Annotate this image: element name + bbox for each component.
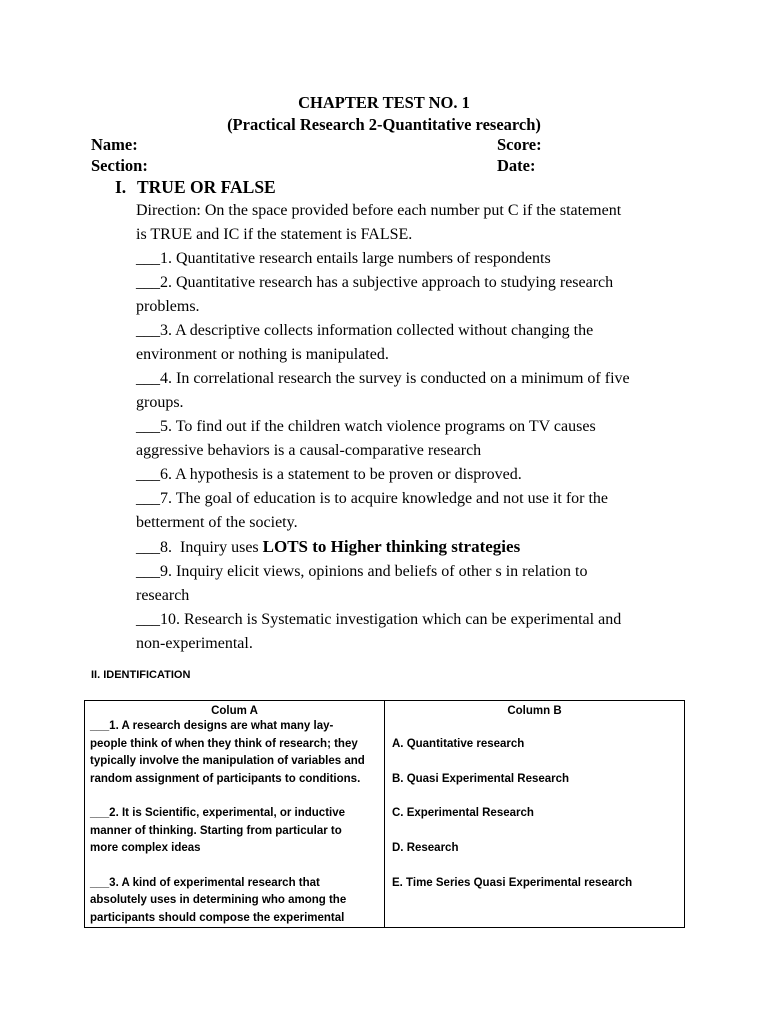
part2-heading: II. IDENTIFICATION: [91, 669, 191, 681]
col-a-item-3: [85, 875, 384, 928]
col-a-line: more complex ideas: [90, 842, 201, 854]
tf-item-2: [136, 271, 696, 319]
column-b: [385, 701, 684, 927]
tf-item-line: ___1. Quantitative research entails large numbers of respondents: [136, 250, 551, 267]
col-a-line: ___1. A research designs are what many lay-: [90, 720, 334, 732]
tf-item-line: ___10. Research is Systematic investigation which can be experimental and: [136, 611, 622, 628]
part1-heading: [115, 177, 276, 198]
col-a-line: people think of when they think of research; they: [90, 737, 358, 750]
col-a-line: ___2. It is Scientific, experimental, or inductive: [90, 807, 346, 819]
tf-item-line: environment or nothing is manipulated.: [136, 346, 389, 363]
tf-item-line: ___5. To find out if the children watch violence programs on TV causes: [136, 418, 596, 435]
column-b-header: Column B: [507, 705, 562, 717]
name-label: Name:: [91, 135, 138, 154]
true-false-section: [136, 199, 696, 656]
col-a-line: absolutely uses in determining who among the: [90, 894, 347, 906]
tf-item-line: [136, 535, 696, 560]
tf-item-line: ___3. A descriptive collects information collected without changing the: [136, 322, 594, 339]
tf-item-7: [136, 487, 696, 535]
part1-title: TRUE OR FALSE: [137, 177, 276, 197]
direction-line: Direction: On the space provided before each number put C if the statement: [136, 202, 622, 219]
column-a: [85, 701, 385, 927]
tf-item-line: problems.: [136, 298, 200, 315]
direction-line: is TRUE and IC if the statement is FALSE.: [136, 226, 413, 243]
score-label: Score:: [497, 135, 542, 154]
tf-item-line: non-experimental.: [136, 635, 253, 652]
tf-item-5: [136, 415, 696, 463]
tf-item-8-prefix: ___8. Inquiry uses: [136, 539, 263, 556]
tf-item-6: [136, 463, 696, 487]
tf-item-line: ___9. Inquiry elicit views, opinions and beliefs of other s in relation to: [136, 563, 588, 580]
col-b-option-e: E. Time Series Quasi Experimental research: [392, 877, 633, 889]
col-a-item-2: [85, 805, 384, 858]
tf-item-8-bold: LOTS to Higher thinking strategies: [262, 537, 521, 556]
tf-item-8: [136, 535, 696, 560]
tf-item-line: aggressive behaviors is a causal-comparative research: [136, 442, 482, 459]
tf-item-10: [136, 608, 696, 656]
tf-item-line: ___2. Quantitative research has a subjective approach to studying research: [136, 274, 614, 291]
matching-table: [84, 700, 685, 928]
part1-number: I.: [115, 177, 127, 197]
date-label: Date:: [497, 156, 536, 175]
column-a-header: Colum A: [211, 705, 258, 717]
col-a-line: participants should compose the experimental: [90, 911, 345, 924]
col-a-line: ___3. A kind of experimental research that: [90, 876, 320, 889]
col-a-line: random assignment of participants to conditions.: [90, 772, 361, 785]
tf-item-line: ___6. A hypothesis is a statement to be proven or disproved.: [136, 466, 522, 483]
tf-item-line: groups.: [136, 394, 184, 411]
col-b-option-c: C. Experimental Research: [392, 807, 534, 819]
tf-item-line: ___7. The goal of education is to acquire knowledge and not use it for the: [136, 490, 609, 507]
tf-item-line: ___4. In correlational research the survey is conducted on a minimum of five: [136, 370, 630, 387]
tf-item-9: [136, 560, 696, 608]
tf-item-3: [136, 319, 696, 367]
col-b-option-d: D. Research: [392, 842, 459, 854]
col-b-option-b: B. Quasi Experimental Research: [392, 773, 570, 785]
col-a-item-1: [85, 718, 384, 788]
tf-item-line: betterment of the society.: [136, 514, 298, 531]
section-label: Section:: [91, 156, 148, 175]
tf-item-4: [136, 367, 696, 415]
col-b-option-a: A. Quantitative research: [392, 738, 525, 750]
test-title: CHAPTER TEST NO. 1: [298, 93, 470, 112]
tf-item-line: research: [136, 587, 190, 604]
tf-item-1: [136, 247, 696, 271]
col-a-line: manner of thinking. Starting from particular to: [90, 824, 342, 837]
test-subtitle: (Practical Research 2-Quantitative research): [227, 115, 541, 134]
col-a-line: typically involve the manipulation of variables and: [90, 755, 365, 767]
